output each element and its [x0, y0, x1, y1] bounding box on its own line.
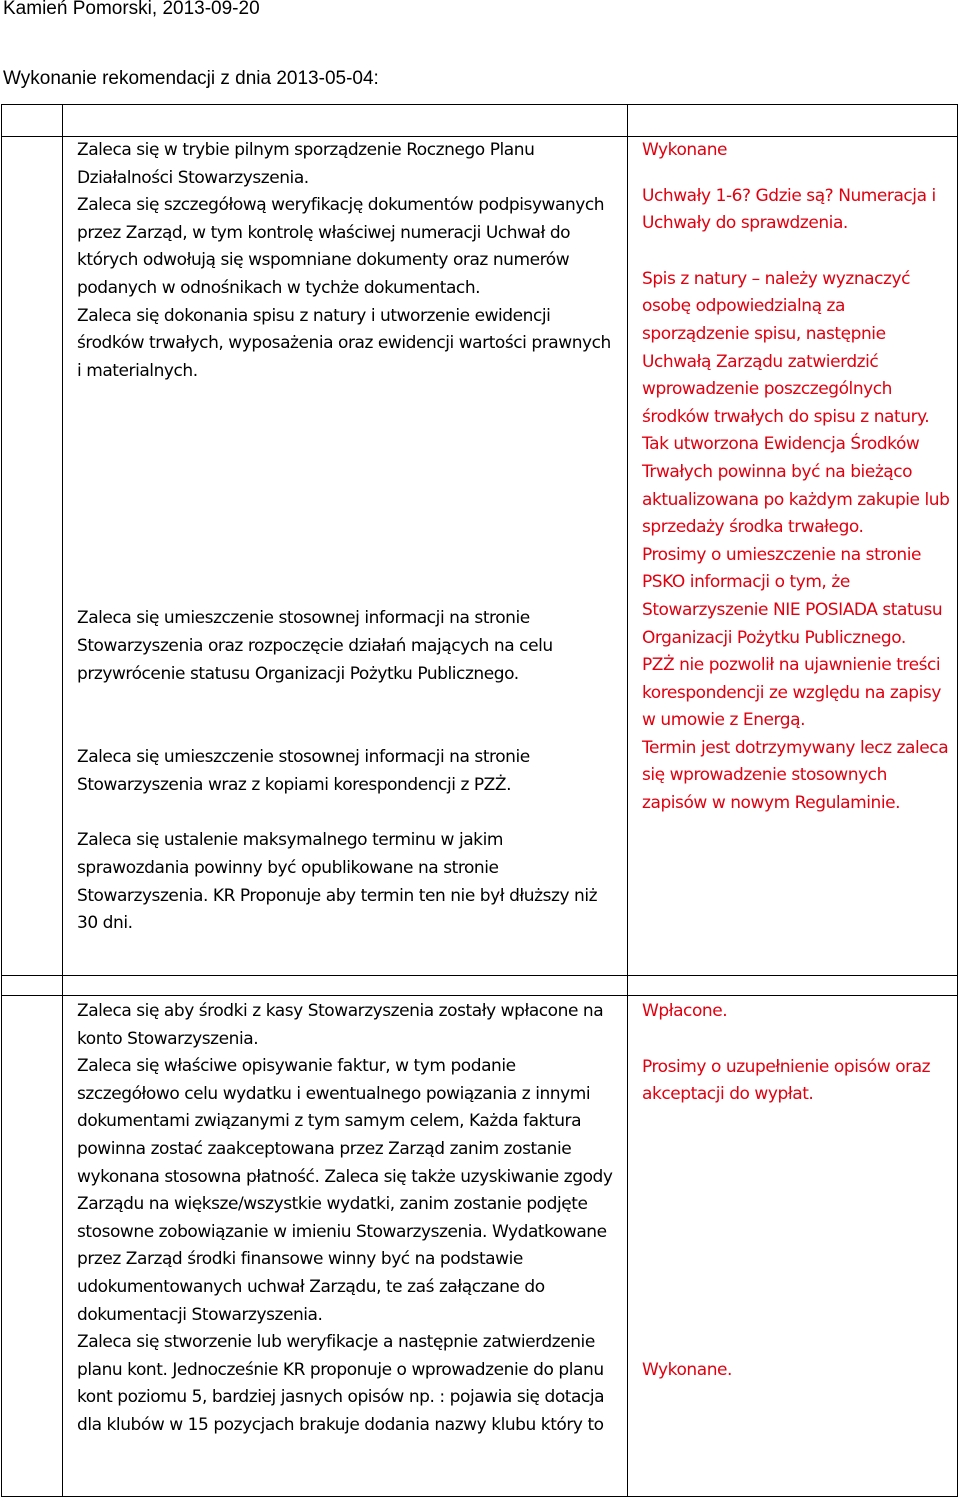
- row-number-cell: [2, 996, 63, 1496]
- recommendation-text: Zaleca się w trybie pilnym sporządzenie Rocznego Planu Działalności Stowarzyszenia.: [77, 140, 535, 188]
- recommendation-cell: [63, 996, 628, 1496]
- recommendations-table: [1, 104, 958, 1497]
- response-cell: [628, 996, 957, 1496]
- response-text: Termin jest dotrzymywany lecz zaleca się wprowadzenie stosownych zapisów w nowym Regulaminie.: [642, 737, 949, 814]
- response-text: PZŻ nie pozwolił na ujawnienie treści korespondencji ze względu na zapisy w umowie z Energą.: [642, 655, 941, 731]
- recommendation-text: Zaleca się stworzenie lub weryfikacje a następnie zatwierdzenie planu kont. Jednocześnie KR proponuje o wprowadzenie do planu kont poziomu 5, bardziej jasnych opisów np. : pojawia się dotacja dla klubów w 15 pozycjach brakuje dodania nazwy klubu który to: [77, 1332, 605, 1435]
- response-cell: [628, 137, 957, 975]
- response-text: Prosimy o umieszczenie na stronie PSKO informacji o tym, że Stowarzyszenie NIE POSIADA statusu Organizacji Pożytku Publicznego.: [642, 544, 943, 648]
- document-subtitle: Wykonanie rekomendacji z dnia 2013-05-04:: [3, 68, 379, 89]
- table-row: [1, 136, 958, 975]
- row-number-cell: [2, 137, 63, 975]
- recommendation-cell: [63, 137, 628, 975]
- recommendation-text: Zaleca się umieszczenie stosownej informacji na stronie Stowarzyszenia wraz z kopiami korespondencji z PZŻ.: [77, 747, 530, 795]
- response-text: Wykonane.: [642, 1359, 732, 1380]
- response-text: Prosimy o uzupełnienie opisów oraz akceptacji do wypłat.: [642, 1056, 931, 1105]
- table-separator-row: [1, 975, 958, 995]
- response-text: Wykonane: [642, 140, 728, 160]
- response-text: Spis z natury – należy wyznaczyć osobę odpowiedzialną za sporządzenie spisu, następnie Uchwałą Zarządu zatwierdzić wprowadzenie poszczególnych środków trwałych do spisu z natury. Tak utworzona Ewidencja Środków Trwałych powinna być na bieżąco aktualizowana po każdym zakupie lub sprzedaży środka trwałego.: [642, 268, 950, 538]
- recommendation-text: Zaleca się ustalenie maksymalnego terminu w jakim sprawozdania powinny być opublikowane na stronie Stowarzyszenia. KR Proponuje aby termin ten nie był dłuższy niż 30 dni.: [77, 830, 598, 934]
- table-header-row: [1, 104, 958, 136]
- recommendation-text: Zaleca się umieszczenie stosownej informacji na stronie Stowarzyszenia oraz rozpoczęcie działań mających na celu przywrócenie statusu Organizacji Pożytku Publicznego.: [77, 608, 553, 684]
- table-row: [1, 995, 958, 1497]
- response-text: Uchwały 1-6? Gdzie są? Numeracja i Uchwały do sprawdzenia.: [642, 185, 936, 234]
- document-location-date: Kamień Pomorski, 2013-09-20: [3, 0, 260, 19]
- recommendation-text: Zaleca się właściwe opisywanie faktur, w tym podanie szczegółowo celu wydatku i ewentualnego powiązania z innymi dokumentami związanymi z tym samym celem, Każda faktura powinna zostać zaakceptowana przez Zarząd zanim zostanie wykonana stosowna płatność. Zaleca się także uzyskiwanie zgody Zarządu na większe/wszystkie wydatki, zanim zostanie podjęte stosowne zobowiązanie w imieniu Stowarzyszenia. Wydatkowane przez Zarząd środki finansowe winny być na podstawie udokumentowanych uchwał Zarządu, te zaś załączane do dokumentacji Stowarzyszenia.: [77, 1056, 613, 1325]
- recommendation-text: Zaleca się aby środki z kasy Stowarzyszenia zostały wpłacone na konto Stowarzyszenia.: [77, 1001, 604, 1049]
- recommendation-text: Zaleca się szczegółową weryfikację dokumentów podpisywanych przez Zarząd, w tym kontrolę właściwej numeracji Uchwał do których odwołują się wspomniane dokumenty oraz numerów podanych w odnośnikach w tychże dokumentach.: [77, 195, 605, 298]
- response-text: Wpłacone.: [642, 1001, 728, 1021]
- recommendation-text: Zaleca się dokonania spisu z natury i utworzenie ewidencji środków trwałych, wyposażenia oraz ewidencji wartości prawnych i materialnych.: [77, 305, 611, 381]
